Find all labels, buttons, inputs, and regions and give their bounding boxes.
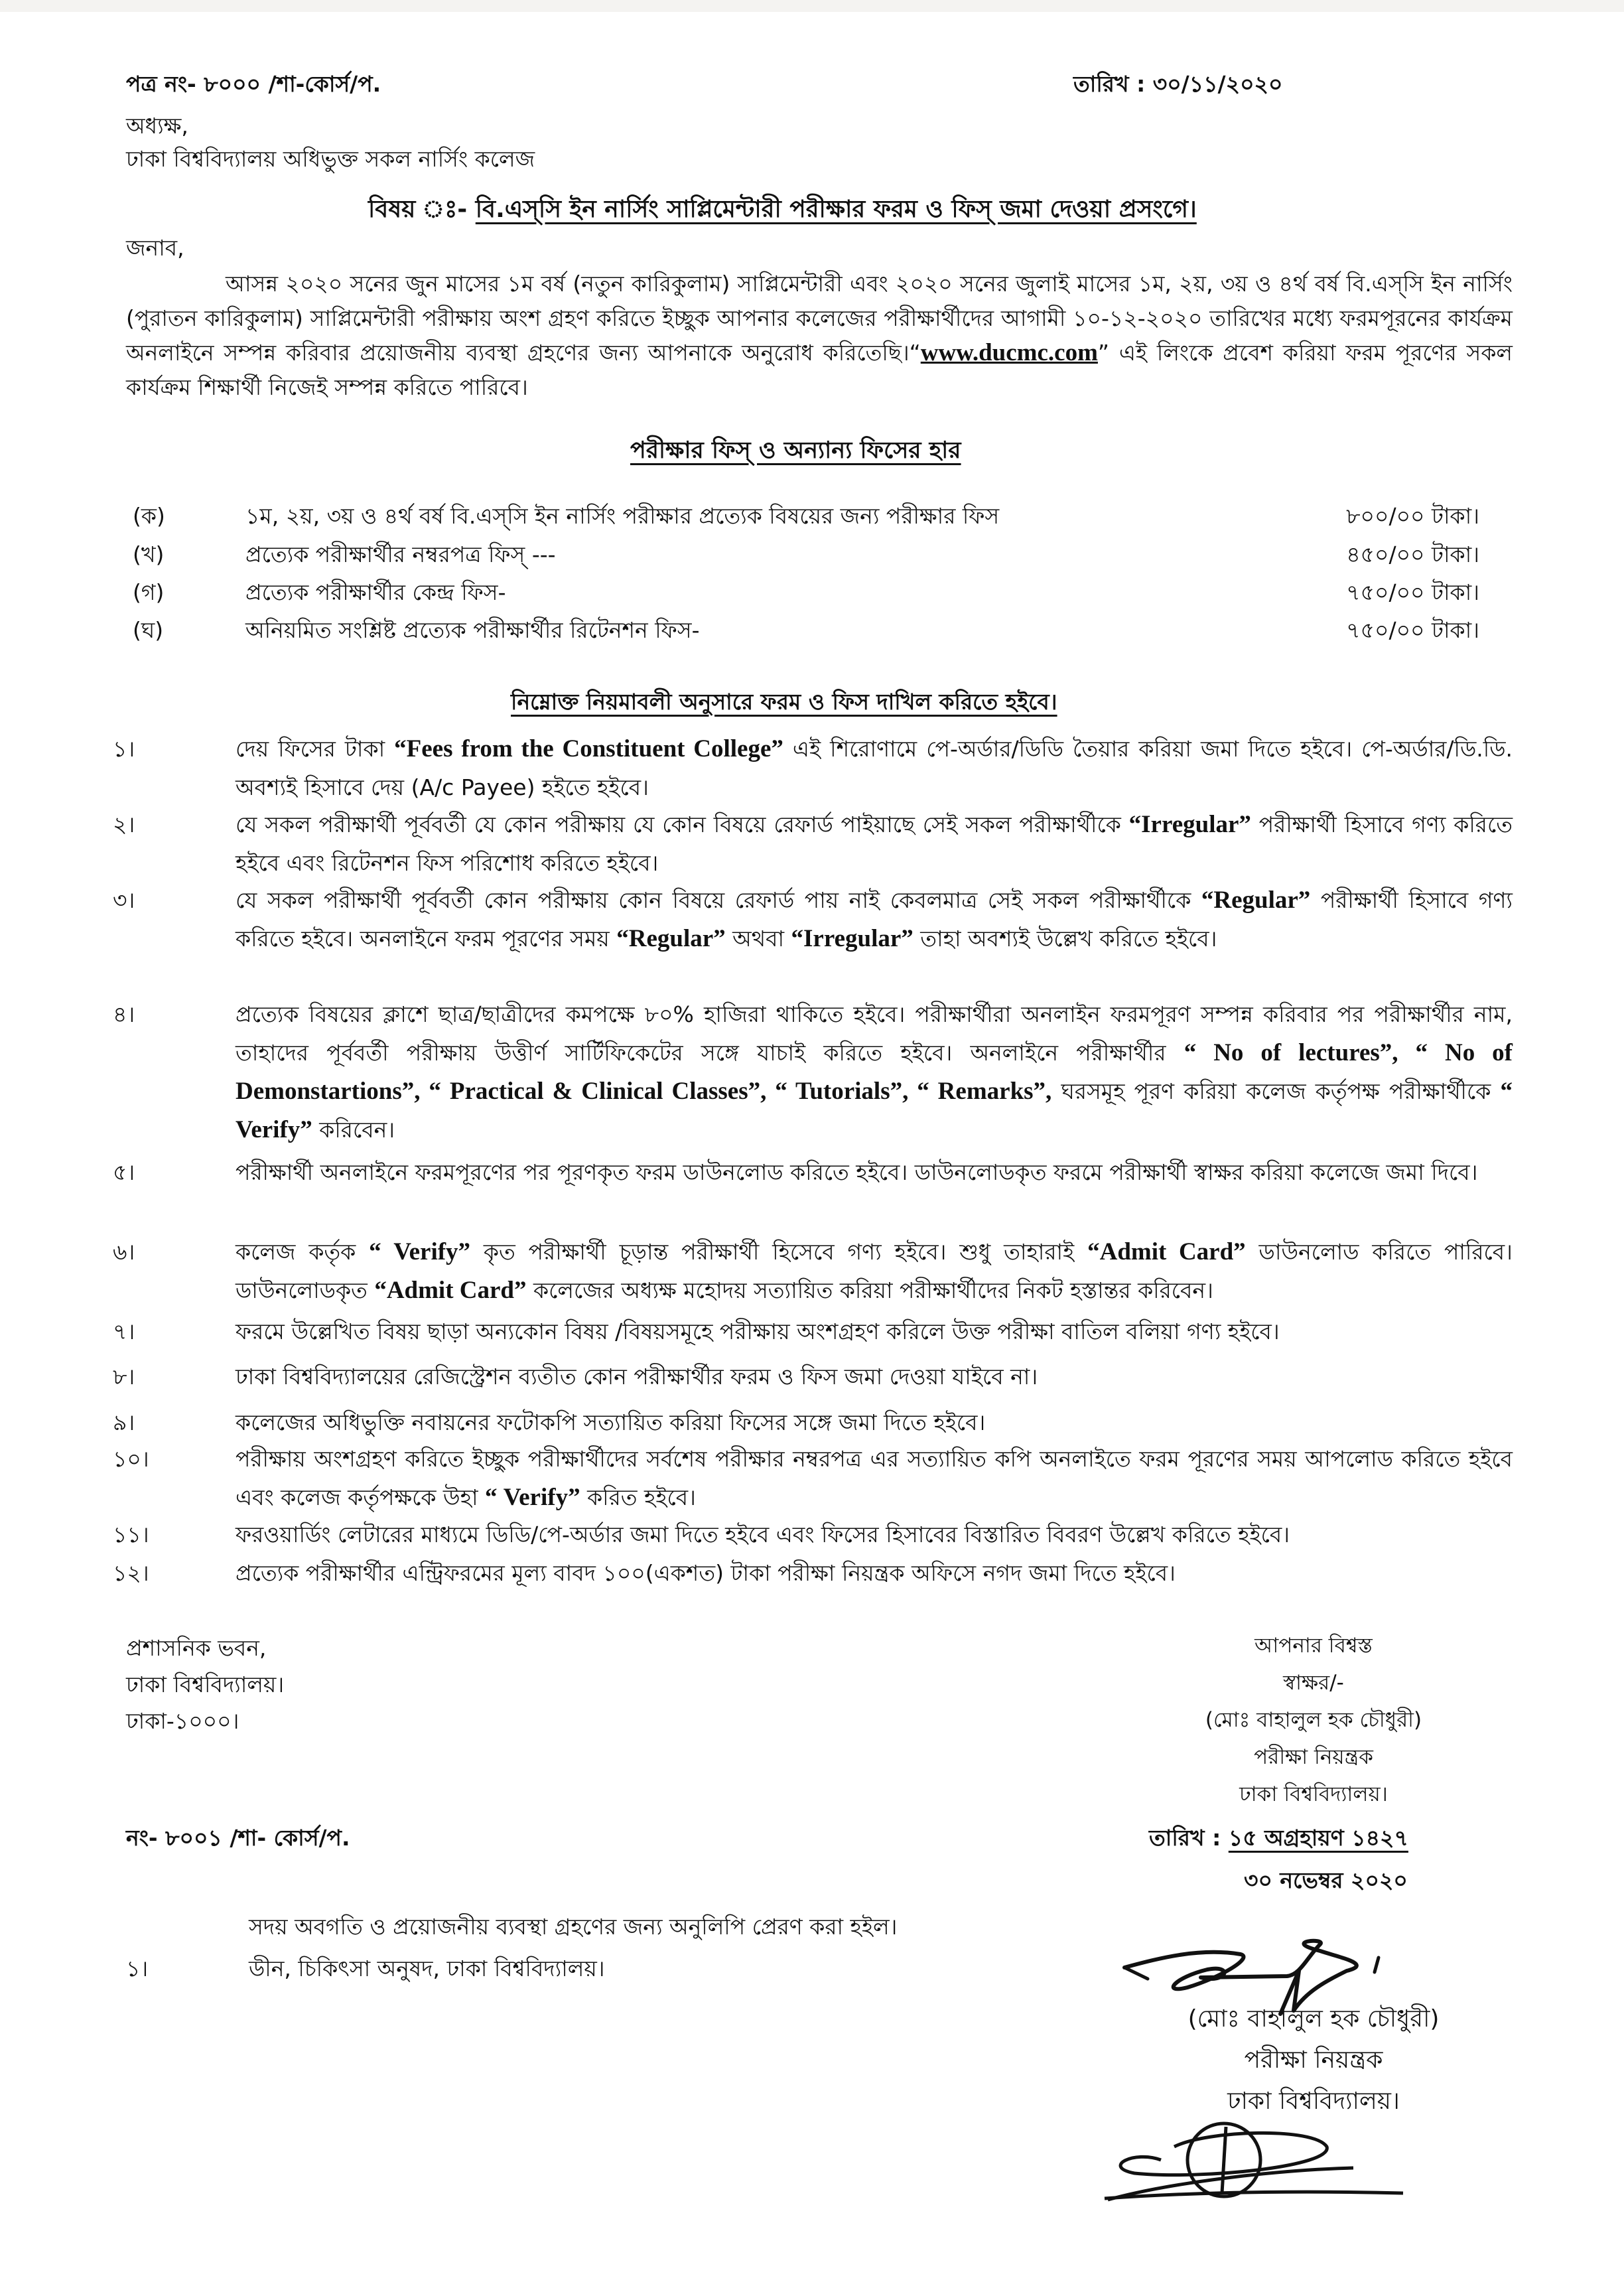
rule-text: [236, 881, 1513, 958]
closing-line: আপনার বিশ্বস্ত: [1254, 1634, 1373, 1658]
rule-number: ৯।: [113, 1409, 135, 1435]
fee-label: (খ): [133, 541, 165, 567]
rule-text-segment: পরীক্ষার্থী হিসাবে গণ্য করিতে হইবে এবং রিটেনশন ফিস পরিশোধ করিতে হইবে।: [236, 812, 1513, 876]
fee-amount: ৪৫০/০০ টাকা।: [1346, 541, 1479, 567]
address-line-1: প্রশাসনিক ভবন,: [126, 1635, 267, 1661]
rule-text-segment: কলেজ কর্তৃক: [236, 1239, 370, 1265]
body-text-1: আসন্ন ২০২০ সনের জুন মাসের ১ম বর্ষ (নতুন কারিকুলাম) সাপ্লিমেন্টারী এবং ২০২০ সনের জুলাই মাসের ১ম, ২য়, ৩য় ও ৪র্থ বর্ষ বি.এস্‌সি ইন নার্সিং (পুরাতন কারিকুলাম) সাপ্লিমেন্টারী পরীক্ষায় অংশ গ্রহণ করিতে ইচ্ছুক আপনার কলেজের পরীক্ষার্থীদের আগামী ১০-১২-২০২০ তারিখের মধ্যে ফরমপূরনের কার্যক্রম অনলাইনে সম্পন্ন করিবার প্রয়োজনীয় ব্যবস্থা গ্রহণের জন্য আপনাকে অনুরোধ করিতেছি।“: [126, 271, 1513, 366]
rule-text-segment: পরীক্ষার্থী অনলাইনে ফরমপূরণের পর পূরণকৃত ফরম ডাউনলোড করিতে হইবে। ডাউনলোডকৃত ফরমে পরীক্ষার্থী স্বাক্ষর করিয়া কলেজে জমা দিবে।: [236, 1159, 1478, 1185]
fee-amount: ৮০০/০০ টাকা।: [1346, 503, 1479, 529]
fee-row: [133, 538, 1479, 571]
fee-label: (ক): [133, 503, 165, 529]
rule-text-segment: কৃত পরীক্ষার্থী চূড়ান্ত পরীক্ষার্থী হিসেবে গণ্য হইবে। শুধু তাহারাই: [470, 1239, 1088, 1265]
copy-date-line: [1149, 1824, 1408, 1853]
rule-text-segment: করিবেন।: [312, 1117, 395, 1143]
signatory-designation: পরীক্ষা নিয়ন্ত্রক: [1244, 2046, 1383, 2074]
rule-text-segment: পরীক্ষায় অংশগ্রহণ করিতে ইচ্ছুক পরীক্ষার্থীদের সর্বশেষ পরীক্ষার নম্বরপত্র এর সত্যায়িত কপি অনলাইতে ফরম পূরণের সময় আপলোড করিতে হইবে এবং কলেজ কর্তৃপক্ষকে উহা: [236, 1446, 1513, 1510]
rule-text: [236, 1403, 1513, 1442]
rule-text-segment: এই শিরোণামে পে-অর্ডার/ডিডি তৈয়ার করিয়া জমা দিতে হইবে। পে-অর্ডার/ডি.ডি. অবশ্যই হিসাবে দেয় (A/c Payee) হইতে হইবে।: [236, 736, 1513, 800]
fee-row: [133, 614, 1479, 647]
rule-text-segment: “Regular”: [1201, 887, 1311, 914]
rule-text: [236, 1153, 1513, 1192]
address-line-2: ঢাকা বিশ্ববিদ্যালয়।: [126, 1672, 285, 1697]
rule-text-segment: পরীক্ষার্থী হিসাবে গণ্য করিতে হইবে। অনলাইনে ফরম পূরণের সময়: [236, 887, 1513, 952]
signed-mark: স্বাক্ষর/-: [1283, 1671, 1344, 1695]
rule-number: ১১।: [113, 1522, 149, 1547]
rule-text: [236, 1440, 1513, 1517]
rule-number: ৫।: [113, 1159, 135, 1185]
subject-text: বি.এস্‌সি ইন নার্সিং সাপ্লিমেন্টারী পরীক্ষার ফরম ও ফিস্‌ জমা দেওয়া প্রসংগে।: [475, 196, 1197, 223]
fee-description: ১ম, ২য়, ৩য় ও ৪র্থ বর্ষ বি.এস্‌সি ইন নার্সিং পরীক্ষার প্রত্যেক বিষয়ের জন্য পরীক্ষার ফিস: [245, 503, 1000, 529]
fee-label: (গ): [133, 579, 165, 605]
rule-text-segment: অথবা: [725, 926, 791, 952]
rule-text-segment: ঘরসমূহ পূরণ করিয়া কলেজ কর্তৃপক্ষ পরীক্ষার্থীকে: [1051, 1078, 1501, 1104]
copy-date-gregorian: ৩০ নভেম্বর ২০২০: [1244, 1867, 1408, 1893]
rule-number: ১।: [113, 736, 135, 762]
rule-number: ২।: [113, 812, 135, 837]
rule-text-segment: প্রত্যেক বিষয়ের ক্লাশে ছাত্র/ছাত্রীদের কমপক্ষে ৮০% হাজিরা থাকিতে হইবে। পরীক্ষার্থীরা অনলাইন ফরমপূরণ সম্পন্ন করিবার পর পরীক্ষার্থীর নাম, তাহাদের পূর্ববর্তী পরীক্ষায় উত্তীর্ণ সার্টিফিকেটের সঙ্গে যাচাই করিতে হইবে। অনলাইনে পরীক্ষার্থীর: [236, 1001, 1513, 1066]
rule-text: [236, 1554, 1513, 1593]
rule-number: ৭।: [113, 1319, 135, 1344]
rule-text-segment: যে সকল পরীক্ষার্থী পূর্ববর্তী কোন পরীক্ষায় কোন বিষয়ে রেফার্ড পায় নাই কেবলমাত্র সেই সকল পরীক্ষার্থীকে: [236, 887, 1201, 913]
fee-description: প্রত্যেক পরীক্ষার্থীর কেন্দ্র ফিস-: [245, 579, 506, 605]
fees-heading: পরীক্ষার ফিস্‌ ও অন্যান্য ফিসের হার: [630, 437, 961, 464]
signatory-name: (মোঃ বাহালুল হক চৌধুরী): [1187, 2005, 1440, 2033]
rule-text-segment: ডাউনলোড করিতে পারিবে। ডাউনলোডকৃত: [236, 1239, 1513, 1303]
signatory-org: ঢাকা বিশ্ববিদ্যালয়।: [1227, 2088, 1400, 2115]
rule-text: [236, 1358, 1513, 1396]
copy-recipient-text: ডীন, চিকিৎসা অনুষদ, ঢাকা বিশ্ববিদ্যালয়।: [249, 1956, 605, 1981]
memo-number: পত্র নং- ৮০০০ /শা-কোর্স/প.: [126, 71, 381, 97]
fee-row: [133, 576, 1479, 609]
rule-text-segment: প্রত্যেক পরীক্ষার্থীর এন্ট্রিফরমের মূল্য বাবদ ১০০(একশত) টাকা পরীক্ষা নিয়ন্ত্রক অফিসে নগদ জমা দিতে হইবে।: [236, 1560, 1176, 1586]
rule-text-segment: “Fees from the Constituent College”: [394, 735, 783, 762]
rule-text-segment: কলেজের অধিভুক্তি নবায়নের ফটোকপি সত্যায়িত করিয়া ফিসের সঙ্গে জমা দিতে হইবে।: [236, 1409, 986, 1435]
copy-date-bangla: ১৫ অগ্রহায়ণ ১৪২৭: [1228, 1825, 1408, 1851]
rule-number: ১০।: [113, 1446, 149, 1472]
salutation: জনাব,: [126, 235, 184, 261]
address-line-3: ঢাকা-১০০০।: [126, 1708, 239, 1734]
rule-text-segment: কলেজের অধ্যক্ষ মহোদয় সত্যায়িত করিয়া পরীক্ষার্থীদের নিকট হস্তান্তর করিবেন।: [526, 1277, 1213, 1303]
recipient-org: ঢাকা বিশ্ববিদ্যালয় অধিভুক্ত সকল নার্সিং কলেজ: [126, 146, 535, 172]
rule-text-segment: যে সকল পরীক্ষার্থী পূর্ববর্তী যে কোন পরীক্ষায় যে কোন বিষয়ে রেফার্ড পাইয়াছে সেই সকল পরীক্ষার্থীকে: [236, 812, 1129, 837]
fee-description: অনিয়মিত সংশ্লিষ্ট প্রত্যেক পরীক্ষার্থীর রিটেনশন ফিস-: [245, 617, 700, 643]
rule-text-segment: করিত হইবে।: [580, 1484, 696, 1510]
closing-block: [1128, 1627, 1499, 1813]
rule-text-segment: ঢাকা বিশ্ববিদ্যালয়ের রেজিস্ট্রেশন ব্যতীত কোন পরীক্ষার্থীর ফরম ও ফিস জমা দেওয়া যাইবে না।: [236, 1364, 1038, 1390]
rule-text-segment: “ Verify”: [485, 1484, 580, 1511]
rule-text-segment: “Regular”: [616, 925, 726, 952]
copy-date-prefix: তারিখ :: [1149, 1825, 1229, 1851]
rules-heading: নিম্নোক্ত নিয়মাবলী অনুসারে ফরম ও ফিস দাখিল করিতে হইবে।: [511, 689, 1057, 715]
scan-edge: [0, 0, 1624, 12]
initial-signature: [1101, 2120, 1413, 2220]
rule-text-segment: ফরওয়ার্ডিং লেটারের মাধ্যমে ডিডি/পে-অর্ডার জমা দিতে হইবে এবং ফিসের হিসাবের বিস্তারিত বিবরণ উল্লেখ করিতে হইবে।: [236, 1522, 1290, 1547]
signatory-block: [1088, 1999, 1539, 2122]
rule-text-segment: “Irregular”: [791, 925, 914, 952]
copy-memo-number: নং- ৮০০১ /শা- কোর্স/প.: [126, 1825, 350, 1851]
rule-text: [236, 1516, 1513, 1554]
copy-recipient-number: ১।: [126, 1956, 149, 1981]
rule-text-segment: “ No of lectures”, “ No of Demonstartions”, “ Practical & Clinical Classes”, “ Tutorials”, “ Remarks”,: [236, 1039, 1513, 1105]
letter-date: তারিখ : ৩০/১১/২০২০: [1073, 71, 1283, 97]
body-text-2: ” এই লিংকে প্রবেশ করিয়া ফরম পূরণের সকল কার্যক্রম শিক্ষার্থী নিজেই সম্পন্ন করিতে পারিবে।: [126, 340, 1513, 400]
copy-intro: সদয় অবগতি ও প্রয়োজনীয় ব্যবস্থা গ্রহণের জন্য অনুলিপি প্রেরণ করা হইল।: [249, 1914, 898, 1940]
rule-number: ৪।: [113, 1001, 135, 1027]
subject-line: [368, 194, 1197, 226]
rule-text-segment: ফরমে উল্লেখিত বিষয় ছাড়া অন্যকোন বিষয় /বিষয়সমূহে পরীক্ষায় অংশগ্রহণ করিলে উক্ত পরীক্ষা বাতিল বলিয়া গণ্য হইবে।: [236, 1319, 1280, 1344]
recipient-title: অধ্যক্ষ,: [126, 113, 188, 139]
rule-number: ৩।: [113, 887, 135, 913]
body-paragraph: [126, 267, 1513, 405]
rule-text-segment: দেয় ফিসের টাকা: [236, 736, 395, 762]
fee-description: প্রত্যেক পরীক্ষার্থীর নম্বরপত্র ফিস্‌ ---: [245, 541, 556, 567]
website-link[interactable]: www.ducmc.com: [920, 339, 1098, 366]
rule-text-segment: “Admit Card”: [1087, 1238, 1246, 1265]
rule-text-segment: “ Verify”: [236, 1078, 1513, 1143]
rule-number: ৮।: [113, 1364, 135, 1390]
fee-amount: ৭৫০/০০ টাকা।: [1346, 579, 1479, 605]
closing-designation: পরীক্ষা নিয়ন্ত্রক: [1254, 1745, 1373, 1769]
rule-number: ১২।: [113, 1560, 149, 1586]
rule-text-segment: “ Verify”: [369, 1238, 471, 1265]
rule-number: ৬।: [113, 1239, 135, 1265]
fee-row: [133, 500, 1479, 533]
rule-text: [236, 995, 1513, 1149]
fee-amount: ৭৫০/০০ টাকা।: [1346, 617, 1479, 643]
rule-text: [236, 730, 1513, 807]
rule-text: [236, 806, 1513, 883]
rule-text-segment: “Irregular”: [1128, 811, 1251, 838]
rule-text-segment: তাহা অবশ্যই উল্লেখ করিতে হইবে।: [913, 926, 1217, 952]
rule-text-segment: “Admit Card”: [374, 1277, 527, 1304]
fee-label: (ঘ): [133, 617, 164, 643]
closing-name: (মোঃ বাহালুল হক চৌধুরী): [1205, 1708, 1422, 1732]
closing-org: ঢাকা বিশ্ববিদ্যালয়।: [1239, 1782, 1388, 1806]
rule-text: [236, 1233, 1513, 1310]
rule-text: [236, 1313, 1513, 1351]
subject-prefix: বিষয় ঃ-: [368, 196, 476, 223]
